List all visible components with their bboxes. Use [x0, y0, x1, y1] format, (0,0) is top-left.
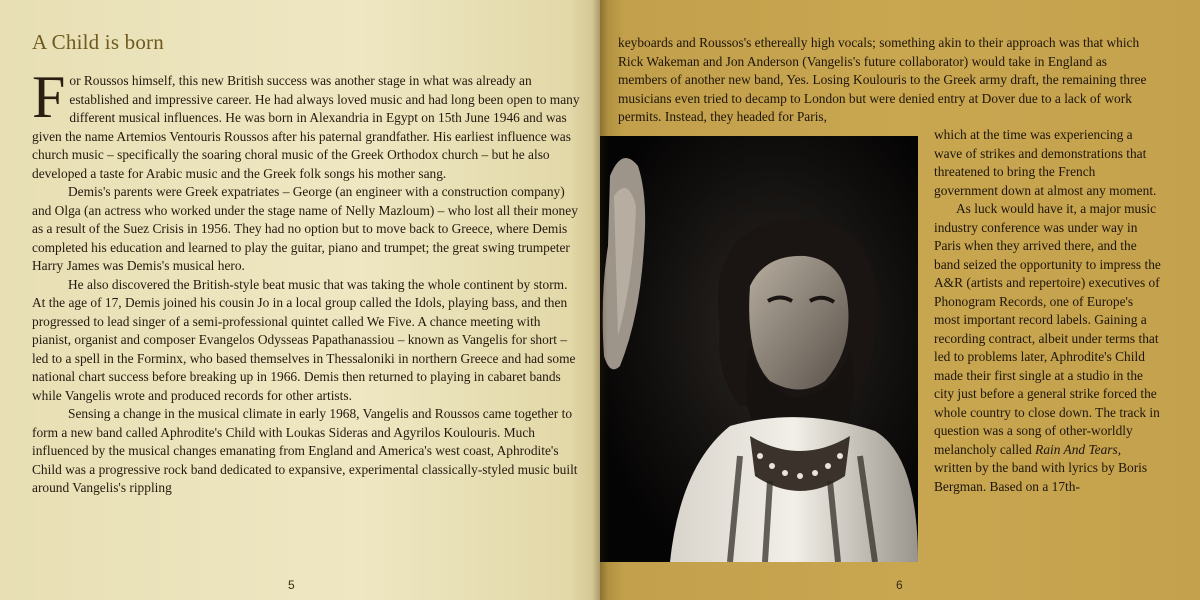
page-number-right: 6 — [896, 578, 903, 592]
right-column-paragraph-2-text: As luck would have it, a major music industry conference was under way in Paris when they arrived there, and the band seized the opportunity to impress the A&R (artists and repertoire) executives of Phonogram Records, one of Europe's most important record labels. Gaining a recording contract, albeit under terms that led to problems later, Aphrodite's Child made their first single at a studio in the city just before a general strike forced the whole country to close down. The track in question was a song of other-worldly melancholy called — [934, 201, 1161, 457]
paragraph-1 — [32, 64, 580, 183]
left-body-text — [32, 64, 580, 498]
right-top-text — [618, 34, 1158, 127]
right-column-paragraph-2 — [934, 200, 1162, 496]
paragraph-3: He also discovered the British-style beat music that was taking the whole continent by storm. At the age of 17, Demis joined his cousin Jo in a local group called the Idols, playing bass, and then progressed to lead singer of a semi-professional quintet called We Five. A chance meeting with pianist, organist and composer Evangelos Odysseas Papathanassiou – known as Vangelis for short – led to a spell in the Forminx, who based themselves in Thessaloniki in northern Greece and had some national chart success before breaking up in 1966. Demis then returned to playing in cabaret bands while Vangelis wrote and produced records for other artists. — [32, 276, 576, 403]
right-column-paragraph-1: which at the time was experiencing a wave of strikes and demonstrations that threatened to bring the French government down at almost any moment. — [934, 127, 1157, 198]
paragraph-4: Sensing a change in the musical climate in early 1968, Vangelis and Roussos came together to form a new band called Aphrodite's Child with Loukas Sideras and Agyrilos Koulouris. Much influenced by the musical changes emanating from England and America's west coast, Aphrodite's Child was a progressive rock band dedicated to expansive, experimental classically-styled music built around Vangelis's rippling — [32, 406, 578, 495]
section-title: A Child is born — [32, 30, 164, 54]
paragraph-1-text: or Roussos himself, this new British success was another stage in what was already an established and impressive career. He had always loved music and had long been open to many different musical influences. He was born in Alexandria in Egypt on 15th June 1946 and was given the name Artemios Ventouris Roussos after his paternal grandfather. His earliest influence was church music – specifically the soaring choral music of the Greek Orthodox church – but he also developed a taste for Arabic music and the Greek folk songs his mother sang. — [32, 73, 580, 181]
paragraph-2: Demis's parents were Greek expatriates – George (an engineer with a construction company) and Olga (an actress who worked under the stage name of Nelly Mazloum) – who lost all their money as a result of the Suez Crisis in 1956. They had no option but to move back to Greece, where Demis completed his education and learned to play the guitar, piano and trumpet; the great swing trumpeter Harry James was Demis's musical hero. — [32, 184, 578, 273]
page-number-left: 5 — [288, 578, 295, 592]
drop-cap: F — [32, 64, 66, 130]
right-column-text — [934, 126, 1162, 496]
song-title: Rain And Tears — [1035, 441, 1118, 457]
right-page — [600, 0, 1200, 600]
performer-photo-image — [600, 136, 918, 562]
performer-photo — [600, 136, 918, 562]
right-column-paragraph-2-end: , written by the band with lyrics by Boris Bergman. Based on a 17th- — [934, 441, 1148, 494]
right-top-paragraph: keyboards and Roussos's ethereally high vocals; something akin to their approach was that which Rick Wakeman and Jon Anderson (Vangelis's future collaborator) would take in England as members of another new band, Yes. Losing Koulouris to the Greek army draft, the remaining three musicians even tried to decamp to London but were denied entry at Dover due to a lack of work permits. Instead, they headed for Paris, — [618, 35, 1147, 124]
